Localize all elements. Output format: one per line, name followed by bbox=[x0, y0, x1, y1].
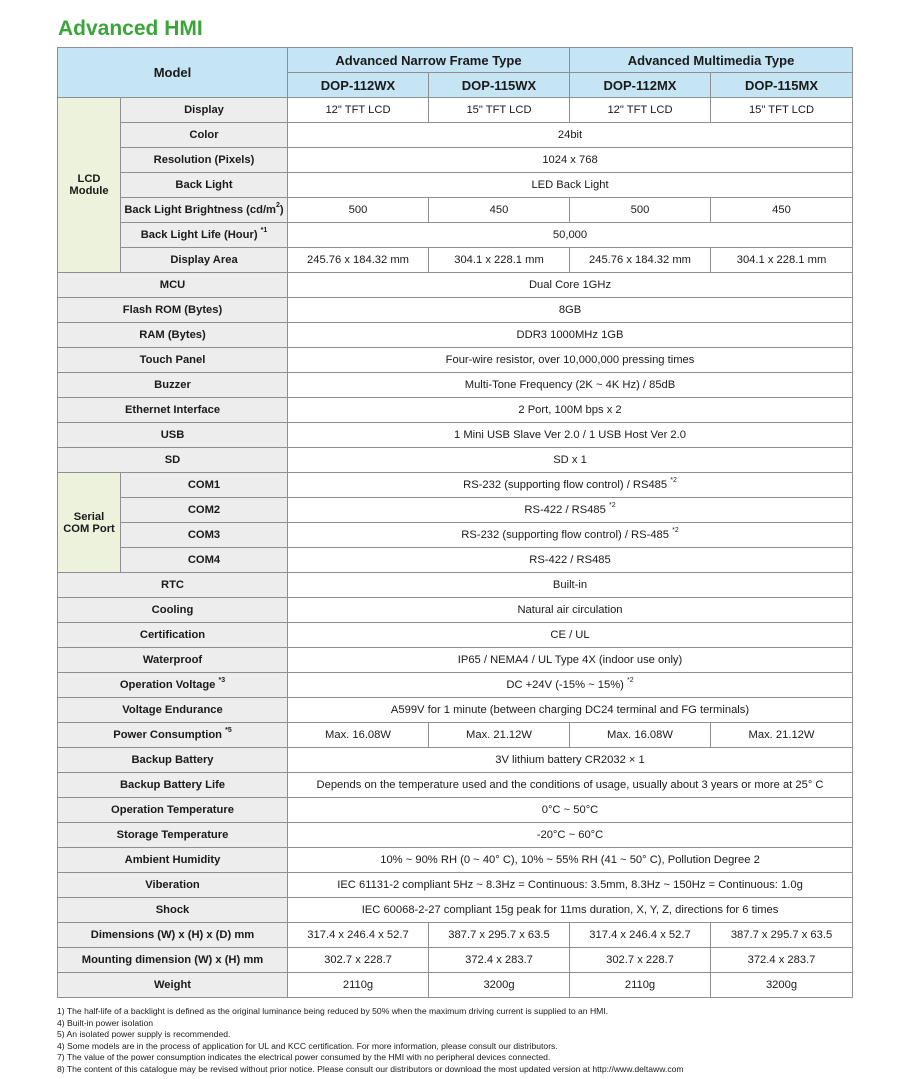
row-label-backlight: Back Light bbox=[121, 173, 288, 198]
footnote: 8) The content of this catalogue may be revised without prior notice. Please consult our distributors or download the most updated version at http://www.deltaww.com bbox=[57, 1063, 684, 1074]
value-cell: 2110g bbox=[288, 973, 429, 998]
value-cell: 0°C ~ 50°C bbox=[288, 798, 853, 823]
footnote: 7) The value of the power consumption indicates the electrical power consumed by the HMI with no peripheral devices connected. bbox=[57, 1052, 551, 1062]
value-cell: 304.1 x 228.1 mm bbox=[711, 248, 853, 273]
value-cell: 245.76 x 184.32 mm bbox=[288, 248, 429, 273]
value-cell: Multi-Tone Frequency (2K ~ 4K Hz) / 85dB bbox=[288, 373, 853, 398]
value-cell: Max. 21.12W bbox=[711, 723, 853, 748]
value-cell: RS-422 / RS485 $^{*2}$ bbox=[288, 498, 853, 523]
value-cell: 1 Mini USB Slave Ver 2.0 / 1 USB Host Ver 2.0 bbox=[288, 423, 853, 448]
row-label-com4: COM4 bbox=[121, 548, 288, 573]
value-cell: 387.7 x 295.7 x 63.5 bbox=[711, 923, 853, 948]
value-cell: LED Back Light bbox=[288, 173, 853, 198]
row-label-brightness: Back Light Brightness $(cd/m^2)$ bbox=[121, 198, 288, 223]
row-label-ram: RAM (Bytes) bbox=[58, 323, 288, 348]
value-cell: Four-wire resistor, over 10,000,000 pressing times bbox=[288, 348, 853, 373]
row-label-touch: Touch Panel bbox=[58, 348, 288, 373]
model-name: DOP-115MX bbox=[711, 73, 853, 98]
model-header: Model bbox=[58, 48, 288, 98]
row-label-backlight-life: Back Light Life (Hour) $^{*1}$ bbox=[121, 223, 288, 248]
value-cell: DDR3 1000MHz 1GB bbox=[288, 323, 853, 348]
serial-com-group-label: Serial COM Port bbox=[58, 473, 121, 573]
row-label-storage-temperature: Storage Temperature bbox=[58, 823, 288, 848]
value-cell: 3200g bbox=[711, 973, 853, 998]
value-cell: 500 bbox=[570, 198, 711, 223]
row-label-com3: COM3 bbox=[121, 523, 288, 548]
row-label-operation-voltage: Operation Voltage $^{*3}$ bbox=[58, 673, 288, 698]
value-cell: 10% ~ 90% RH (0 ~ 40° C), 10% ~ 55% RH (41 ~ 50° C), Pollution Degree 2 bbox=[288, 848, 853, 873]
value-cell: 317.4 x 246.4 x 52.7 bbox=[288, 923, 429, 948]
row-label-voltage-endurance: Voltage Endurance bbox=[58, 698, 288, 723]
row-label-display-area: Display Area bbox=[121, 248, 288, 273]
row-label-dimensions: Dimensions (W) x (H) x (D) mm bbox=[58, 923, 288, 948]
value-cell: 500 bbox=[288, 198, 429, 223]
value-cell: RS-232 (supporting flow control) / RS-485 $^{*2}$ bbox=[288, 523, 853, 548]
value-cell: 302.7 x 228.7 bbox=[570, 948, 711, 973]
value-cell: Max. 16.08W bbox=[570, 723, 711, 748]
value-cell: Max. 21.12W bbox=[429, 723, 570, 748]
value-cell: Max. 16.08W bbox=[288, 723, 429, 748]
value-cell: -20°C ~ 60°C bbox=[288, 823, 853, 848]
value-cell: Built-in bbox=[288, 573, 853, 598]
model-name: DOP-115WX bbox=[429, 73, 570, 98]
row-label-usb: USB bbox=[58, 423, 288, 448]
row-label-buzzer: Buzzer bbox=[58, 373, 288, 398]
value-cell: A599V for 1 minute (between charging DC24 terminal and FG terminals) bbox=[288, 698, 853, 723]
value-cell: 24bit bbox=[288, 123, 853, 148]
value-cell: Natural air circulation bbox=[288, 598, 853, 623]
row-label-com2: COM2 bbox=[121, 498, 288, 523]
value-cell: 1024 x 768 bbox=[288, 148, 853, 173]
row-label-shock: Shock bbox=[58, 898, 288, 923]
value-cell: 8GB bbox=[288, 298, 853, 323]
group-header-multimedia: Advanced Multimedia Type bbox=[570, 48, 853, 73]
value-cell: 15" TFT LCD bbox=[429, 98, 570, 123]
footnote: 5) An isolated power supply is recommended. bbox=[57, 1029, 231, 1039]
row-label-color: Color bbox=[121, 123, 288, 148]
model-name: DOP-112MX bbox=[570, 73, 711, 98]
value-cell: IEC 61131-2 compliant 5Hz ~ 8.3Hz = Continuous: 3.5mm, 8.3Hz ~ 150Hz = Continuous: 1.0g bbox=[288, 873, 853, 898]
spec-table bbox=[57, 47, 853, 998]
row-label-vibration: Viberation bbox=[58, 873, 288, 898]
row-label-mounting-dimension: Mounting dimension (W) x (H) mm bbox=[58, 948, 288, 973]
row-label-flash: Flash ROM (Bytes) bbox=[58, 298, 288, 323]
row-label-power-consumption: Power Consumption $^{*5}$ bbox=[58, 723, 288, 748]
row-label-sd: SD bbox=[58, 448, 288, 473]
value-cell: Depends on the temperature used and the conditions of usage, usually about 3 years or more at 25° C bbox=[288, 773, 853, 798]
value-cell: 3V lithium battery CR2032 × 1 bbox=[288, 748, 853, 773]
value-cell: 317.4 x 246.4 x 52.7 bbox=[570, 923, 711, 948]
row-label-backup-battery-life: Backup Battery Life bbox=[58, 773, 288, 798]
model-name: DOP-112WX bbox=[288, 73, 429, 98]
row-label-mcu: MCU bbox=[58, 273, 288, 298]
row-label-ambient-humidity: Ambient Humidity bbox=[58, 848, 288, 873]
value-cell: 304.1 x 228.1 mm bbox=[429, 248, 570, 273]
row-label-com1: COM1 bbox=[121, 473, 288, 498]
row-label-certification: Certification bbox=[58, 623, 288, 648]
row-label-weight: Weight bbox=[58, 973, 288, 998]
value-cell: RS-422 / RS485 bbox=[288, 548, 853, 573]
value-cell: 3200g bbox=[429, 973, 570, 998]
footnote: 1) The half-life of a backlight is defined as the original luminance being reduced by 50% when the maximum driving current is supplied to an HMI. bbox=[57, 1006, 609, 1016]
footnote: 4) Some models are in the process of application for UL and KCC certification. For more information, please consult our distributors. bbox=[57, 1040, 558, 1051]
row-label-waterproof: Waterproof bbox=[58, 648, 288, 673]
value-cell: 450 bbox=[429, 198, 570, 223]
footnote: 4) Built-in power isolation bbox=[57, 1017, 154, 1028]
row-label-backup-battery: Backup Battery bbox=[58, 748, 288, 773]
row-label-display: Display bbox=[121, 98, 288, 123]
row-label-rtc: RTC bbox=[58, 573, 288, 598]
value-cell: IEC 60068-2-27 compliant 15g peak for 11ms duration, X, Y, Z, directions for 6 times bbox=[288, 898, 853, 923]
value-cell: 372.4 x 283.7 bbox=[711, 948, 853, 973]
value-cell: 50,000 bbox=[288, 223, 853, 248]
value-cell: 15" TFT LCD bbox=[711, 98, 853, 123]
value-cell: IP65 / NEMA4 / UL Type 4X (indoor use only) bbox=[288, 648, 853, 673]
value-cell: DC +24V (-15% ~ 15%) $^{*2}$ bbox=[288, 673, 853, 698]
value-cell: RS-232 (supporting flow control) / RS485 $^{*2}$ bbox=[288, 473, 853, 498]
value-cell: 245.76 x 184.32 mm bbox=[570, 248, 711, 273]
row-label-operation-temperature: Operation Temperature bbox=[58, 798, 288, 823]
value-cell: 302.7 x 228.7 bbox=[288, 948, 429, 973]
value-cell: CE / UL bbox=[288, 623, 853, 648]
value-cell: 387.7 x 295.7 x 63.5 bbox=[429, 923, 570, 948]
page-title: Advanced HMI bbox=[58, 17, 203, 40]
value-cell: 2110g bbox=[570, 973, 711, 998]
value-cell: 372.4 x 283.7 bbox=[429, 948, 570, 973]
row-label-resolution: Resolution (Pixels) bbox=[121, 148, 288, 173]
value-cell: SD x 1 bbox=[288, 448, 853, 473]
value-cell: 12" TFT LCD bbox=[288, 98, 429, 123]
value-cell: 12" TFT LCD bbox=[570, 98, 711, 123]
value-cell: 2 Port, 100M bps x 2 bbox=[288, 398, 853, 423]
value-cell: 450 bbox=[711, 198, 853, 223]
row-label-ethernet: Ethernet Interface bbox=[58, 398, 288, 423]
value-cell: Dual Core 1GHz bbox=[288, 273, 853, 298]
footnotes bbox=[57, 1006, 887, 1075]
group-header-narrow: Advanced Narrow Frame Type bbox=[288, 48, 570, 73]
row-label-cooling: Cooling bbox=[58, 598, 288, 623]
lcd-module-group-label: LCD Module bbox=[58, 98, 121, 273]
